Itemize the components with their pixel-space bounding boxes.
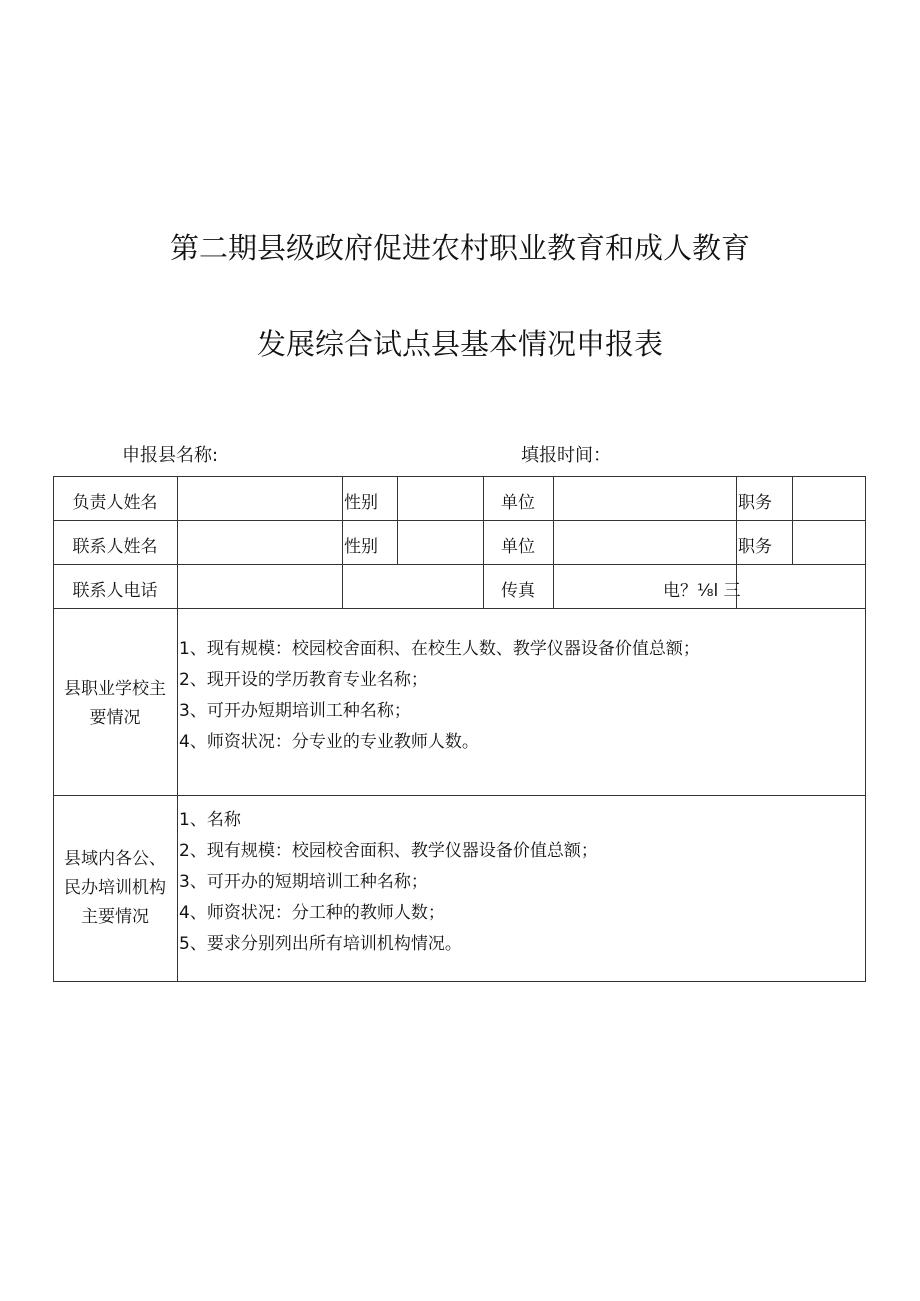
table-rule	[53, 564, 866, 565]
vocational-school-items	[179, 634, 700, 758]
table-rule	[53, 795, 866, 796]
list-item: 3、可开办短期培训工种名称；	[179, 701, 411, 721]
county-name-label: 申报县名称:	[122, 445, 219, 466]
training-institutions-label	[53, 845, 177, 932]
table-rule	[865, 476, 866, 982]
list-item: 1、现有规模：校园校舍面积、在校生人数、教学仪器设备价值总额；	[179, 639, 700, 659]
contact-phone-label: 联系人电话	[72, 581, 158, 601]
fax-label: 传真	[501, 581, 535, 601]
table-rule	[792, 476, 793, 564]
unit-label: 单位	[501, 493, 535, 513]
table-rule	[342, 476, 343, 608]
list-item: 4、师资状况：分工种的教师人数；	[179, 903, 445, 923]
form-title-line-1: 第二期县级政府促进农村职业教育和成人教育	[169, 231, 750, 265]
table-rule	[397, 476, 398, 564]
table-rule	[177, 476, 178, 982]
list-item: 2、现有规模：校园校舍面积、教学仪器设备价值总额；	[179, 841, 598, 861]
vocational-school-label-line: 要情况	[89, 708, 141, 728]
training-institutions-label-line: 民办培训机构	[64, 878, 166, 898]
list-item: 5、要求分别列出所有培训机构情况。	[179, 934, 462, 954]
gender-label: 性别	[344, 537, 378, 557]
training-institutions-label-line: 县域内各公、	[64, 849, 166, 869]
table-rule	[53, 981, 866, 982]
contact-name-label: 联系人姓名	[72, 537, 158, 557]
list-item: 1、名称	[179, 810, 241, 830]
gender-label: 性别	[344, 493, 378, 513]
position-label: 职务	[738, 493, 772, 513]
form-title-line-2: 发展综合试点县基本情况申报表	[256, 327, 663, 361]
vocational-school-label	[53, 675, 177, 733]
fill-date-label: 填报时间：	[521, 445, 611, 466]
vocational-school-label-line: 县职业学校主	[64, 679, 166, 699]
position-label: 职务	[738, 537, 772, 557]
table-rule	[553, 476, 554, 608]
training-institutions-items	[179, 805, 598, 960]
list-item: 4、师资状况：分专业的专业教师人数。	[179, 732, 479, 752]
email-label: 电？⅛l 三	[663, 581, 741, 601]
training-institutions-label-line: 主要情况	[81, 907, 149, 927]
list-item: 2、现开设的学历教育专业名称；	[179, 670, 428, 690]
table-rule	[53, 608, 866, 609]
table-rule	[53, 476, 866, 477]
list-item: 3、可开办的短期培训工种名称；	[179, 872, 428, 892]
responsible-name-label: 负责人姓名	[72, 493, 158, 513]
unit-label: 单位	[501, 537, 535, 557]
table-rule	[53, 520, 866, 521]
